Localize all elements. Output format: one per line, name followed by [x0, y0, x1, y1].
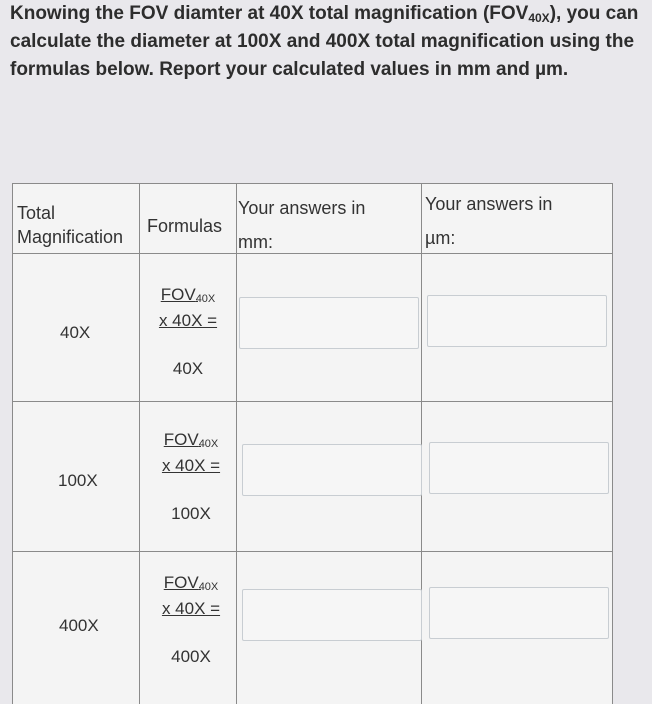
magnification-400x: 400X	[59, 616, 99, 635]
magnification-40x: 40X	[60, 323, 91, 342]
answer-um-40x[interactable]	[427, 295, 607, 347]
answer-mm-400x[interactable]	[242, 589, 422, 641]
instructions-text: Knowing the FOV diamter at 40X total magnification $(FOV_{40X})$, you can calculate the diameter at 100X and 400X total magnification using the formulas below. Report your calculated values in mm and µm.	[10, 3, 639, 80]
answer-mm-100x[interactable]	[242, 444, 422, 496]
magnification-100x: 100X	[58, 471, 98, 490]
fov-table	[12, 183, 613, 704]
row-divider	[13, 401, 613, 402]
row-divider	[13, 551, 613, 552]
formula-400x: $FOV_{40X}$ x 40X = 400X	[161, 573, 221, 666]
column-divider	[236, 184, 237, 704]
formula-40x: $FOV_{40X}$ x 40X = 40X	[158, 285, 218, 378]
header-formulas: Formulas	[147, 216, 223, 236]
column-divider	[139, 184, 140, 704]
answer-um-400x[interactable]	[429, 587, 609, 639]
answer-um-100x[interactable]	[429, 442, 609, 494]
header-total-magnification: Total Magnification	[17, 203, 124, 247]
answer-mm-40x[interactable]	[239, 297, 419, 349]
formula-100x: $FOV_{40X}$ x 40X = 100X	[161, 430, 221, 523]
column-divider	[612, 184, 613, 704]
header-answers-mm: Your answers in mm:	[238, 198, 366, 252]
header-answers-um: Your answers in µm:	[425, 194, 553, 248]
